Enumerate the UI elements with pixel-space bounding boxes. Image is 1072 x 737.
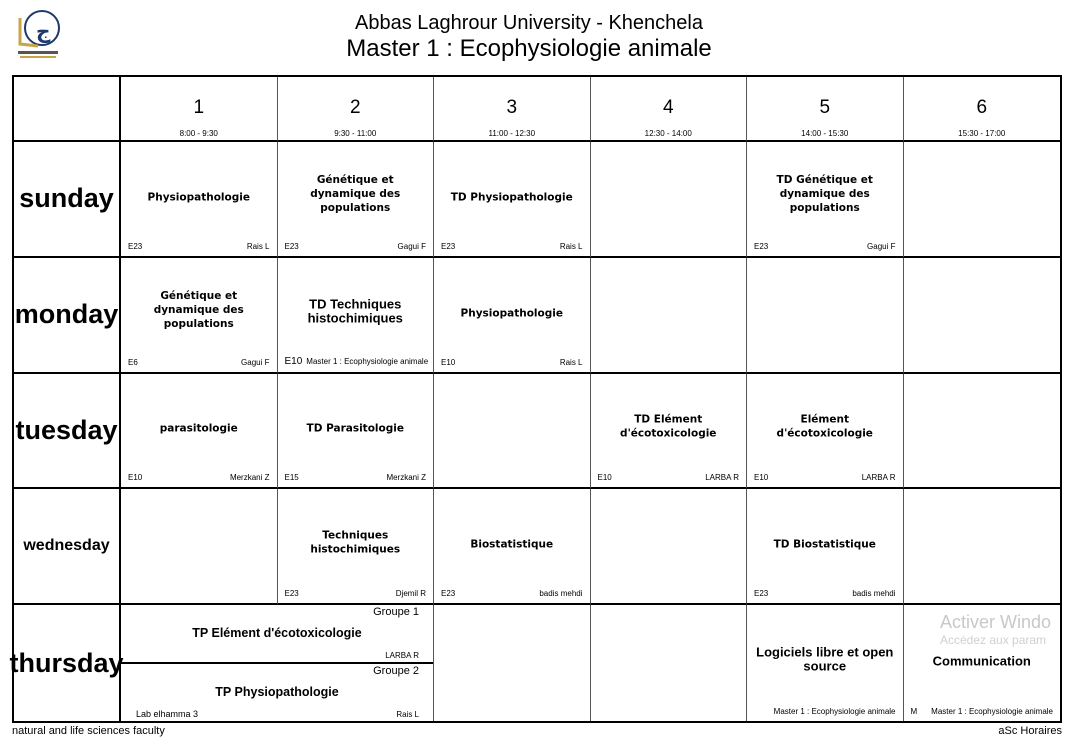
lesson-teacher: badis mehdi [539, 589, 583, 599]
period-time: 11:00 - 12:30 [488, 129, 536, 138]
lesson-room: Lab elhamma 3 [136, 709, 199, 720]
lesson-title: Physiopathologie [147, 191, 250, 204]
period-header [747, 77, 904, 142]
lesson-title: Physiopathologie [460, 307, 563, 320]
lesson-cell[interactable] [747, 489, 904, 605]
lesson-teacher: LARBA R [861, 473, 896, 483]
lesson-cell[interactable] [747, 605, 904, 721]
lesson-room-code: E10 [284, 355, 303, 367]
lesson-title: TD Techniques histochimiques [307, 296, 403, 326]
empty-cell [904, 258, 1061, 374]
lesson-room-code: M [910, 707, 918, 716]
lesson-teacher: Merzkani Z [386, 473, 426, 483]
period-number: 2 [349, 97, 361, 118]
lesson-room [441, 589, 455, 598]
lesson-room-code: E23 [284, 241, 299, 251]
activation-watermark-sub: Accédez aux param [940, 633, 1047, 647]
lesson-room-code: E23 [284, 589, 299, 599]
empty-cell [434, 374, 591, 490]
group-block[interactable] [121, 605, 433, 662]
lesson-room-code: E6 [128, 357, 138, 367]
day-label: monday [14, 258, 121, 374]
lesson-cell[interactable] [591, 374, 748, 490]
lesson-room [754, 473, 768, 482]
period-header [591, 77, 748, 142]
lesson-title: Génétique et dynamique des populations [153, 289, 244, 330]
lesson-title: Logiciels libre et open source [756, 644, 894, 674]
lesson-room [128, 358, 138, 367]
lesson-title: TP Elément d'écotoxicologie [192, 626, 362, 641]
lesson-teacher: LARBA R [705, 473, 739, 483]
lesson-note: Master 1 : Ecophysiologie animale [306, 356, 429, 366]
svg-text:ج: ج [36, 19, 51, 43]
lesson-teacher: Rais L [396, 710, 419, 720]
lesson-cell[interactable] [747, 374, 904, 490]
lesson-title: TD Physiopathologie [450, 191, 573, 204]
group-label: Groupe 1 [373, 606, 419, 619]
lesson-teacher: Master 1 : Ecophysiologie animale [931, 707, 1053, 716]
lesson-cell[interactable] [121, 142, 278, 258]
lesson-room [754, 242, 768, 251]
period-number: 1 [193, 97, 205, 118]
lesson-room-code: E23 [754, 589, 769, 599]
lesson-title: Génétique et dynamique des populations [310, 173, 401, 214]
empty-cell [904, 142, 1061, 258]
lesson-title: TD Parasitologie [306, 422, 404, 435]
lesson-title: TD Biostatistique [773, 538, 876, 551]
lesson-room [128, 242, 142, 251]
group-divider [121, 662, 433, 664]
lesson-cell[interactable] [747, 142, 904, 258]
empty-cell [591, 605, 748, 721]
period-time: 9:30 - 11:00 [334, 129, 377, 138]
lesson-room-code: E23 [754, 241, 769, 251]
lesson-cell[interactable] [278, 142, 435, 258]
lesson-room [911, 707, 918, 716]
lesson-room-code: E10 [128, 473, 143, 483]
lesson-room-code: E15 [284, 473, 299, 483]
lesson-cell[interactable] [121, 374, 278, 490]
empty-cell [591, 258, 748, 374]
university-name: Abbas Laghrour University - Khenchela [355, 12, 703, 34]
day-label: tuesday [14, 374, 121, 490]
lesson-title: TD Elément d'écotoxicologie [620, 414, 717, 441]
period-header [121, 77, 278, 142]
empty-cell [121, 489, 278, 605]
day-label: thursday [14, 605, 121, 721]
lesson-teacher: Rais L [559, 241, 583, 251]
period-header [904, 77, 1061, 142]
lesson-title: TP Physiopathologie [215, 685, 339, 700]
lesson-cell[interactable] [434, 142, 591, 258]
group-block[interactable] [121, 664, 433, 721]
program-title: Master 1 : Ecophysiologie animale [346, 35, 712, 62]
lesson-teacher: Rais L [246, 241, 270, 251]
period-time: 8:00 - 9:30 [179, 129, 218, 138]
day-label: sunday [14, 142, 121, 258]
lesson-room-code: E10 [441, 357, 456, 367]
lesson-room [754, 589, 768, 598]
footer-software: aSc Horaires [998, 725, 1062, 737]
lesson-teacher: Gagui F [241, 357, 270, 367]
period-number: 5 [819, 97, 831, 118]
empty-cell [747, 258, 904, 374]
lesson-teacher: Gagui F [867, 241, 896, 251]
lesson-room [441, 242, 455, 251]
lesson-cell[interactable] [278, 374, 435, 490]
lesson-cell[interactable] [434, 489, 591, 605]
empty-cell [434, 605, 591, 721]
period-number: 6 [976, 97, 988, 118]
lesson-cell[interactable] [434, 258, 591, 374]
lesson-title: parasitologie [159, 422, 238, 435]
empty-cell [591, 489, 748, 605]
period-time: 15:30 - 17:00 [958, 129, 1006, 138]
lesson-room [441, 358, 455, 367]
lesson-room [285, 589, 299, 598]
lesson-teacher: badis mehdi [852, 589, 896, 599]
footer-faculty: natural and life sciences faculty [12, 725, 165, 737]
lesson-room [128, 473, 142, 482]
lesson-title: Communication [932, 653, 1031, 669]
corner-cell [14, 77, 121, 142]
lesson-room-code: E23 [441, 589, 456, 599]
period-time: 12:30 - 14:00 [644, 129, 692, 138]
period-number: 3 [506, 97, 518, 118]
day-label: wednesday [14, 489, 121, 605]
lesson-title: Techniques histochimiques [310, 529, 401, 556]
lesson-teacher: LARBA R [385, 651, 419, 661]
lesson-teacher: Merzkani Z [229, 473, 270, 483]
lesson-title: Elément d'écotoxicologie [776, 414, 873, 441]
lesson-room [285, 242, 299, 251]
period-number: 4 [662, 97, 674, 118]
lesson-teacher: Master 1 : Ecophysiologie animale [773, 707, 896, 716]
lesson-cell[interactable] [278, 489, 435, 605]
lesson-title: TD Génétique et dynamique des populations [776, 173, 873, 214]
period-header [434, 77, 591, 142]
lesson-title: Biostatistique [470, 538, 554, 551]
lesson-teacher: Djemil R [395, 589, 426, 599]
lesson-cell[interactable] [121, 605, 434, 721]
lesson-teacher: Gagui F [397, 241, 426, 251]
period-header [278, 77, 435, 142]
lesson-room [598, 473, 612, 482]
empty-cell [904, 374, 1061, 490]
lesson-room-code: E10 [597, 473, 612, 483]
lesson-room [285, 356, 429, 367]
lesson-room-code: E23 [441, 241, 456, 251]
lesson-cell[interactable] [121, 258, 278, 374]
period-time: 14:00 - 15:30 [801, 129, 849, 138]
lesson-cell[interactable] [278, 258, 435, 374]
lesson-room-code: E10 [754, 473, 769, 483]
activation-watermark: Activer Windo [940, 612, 1052, 632]
lesson-teacher: Rais L [559, 357, 583, 367]
empty-cell [591, 142, 748, 258]
empty-cell [904, 489, 1061, 605]
timetable-grid [9, 75, 1062, 723]
lesson-room [285, 473, 299, 482]
lesson-room-code: E23 [128, 241, 143, 251]
group-label: Groupe 2 [373, 665, 419, 678]
